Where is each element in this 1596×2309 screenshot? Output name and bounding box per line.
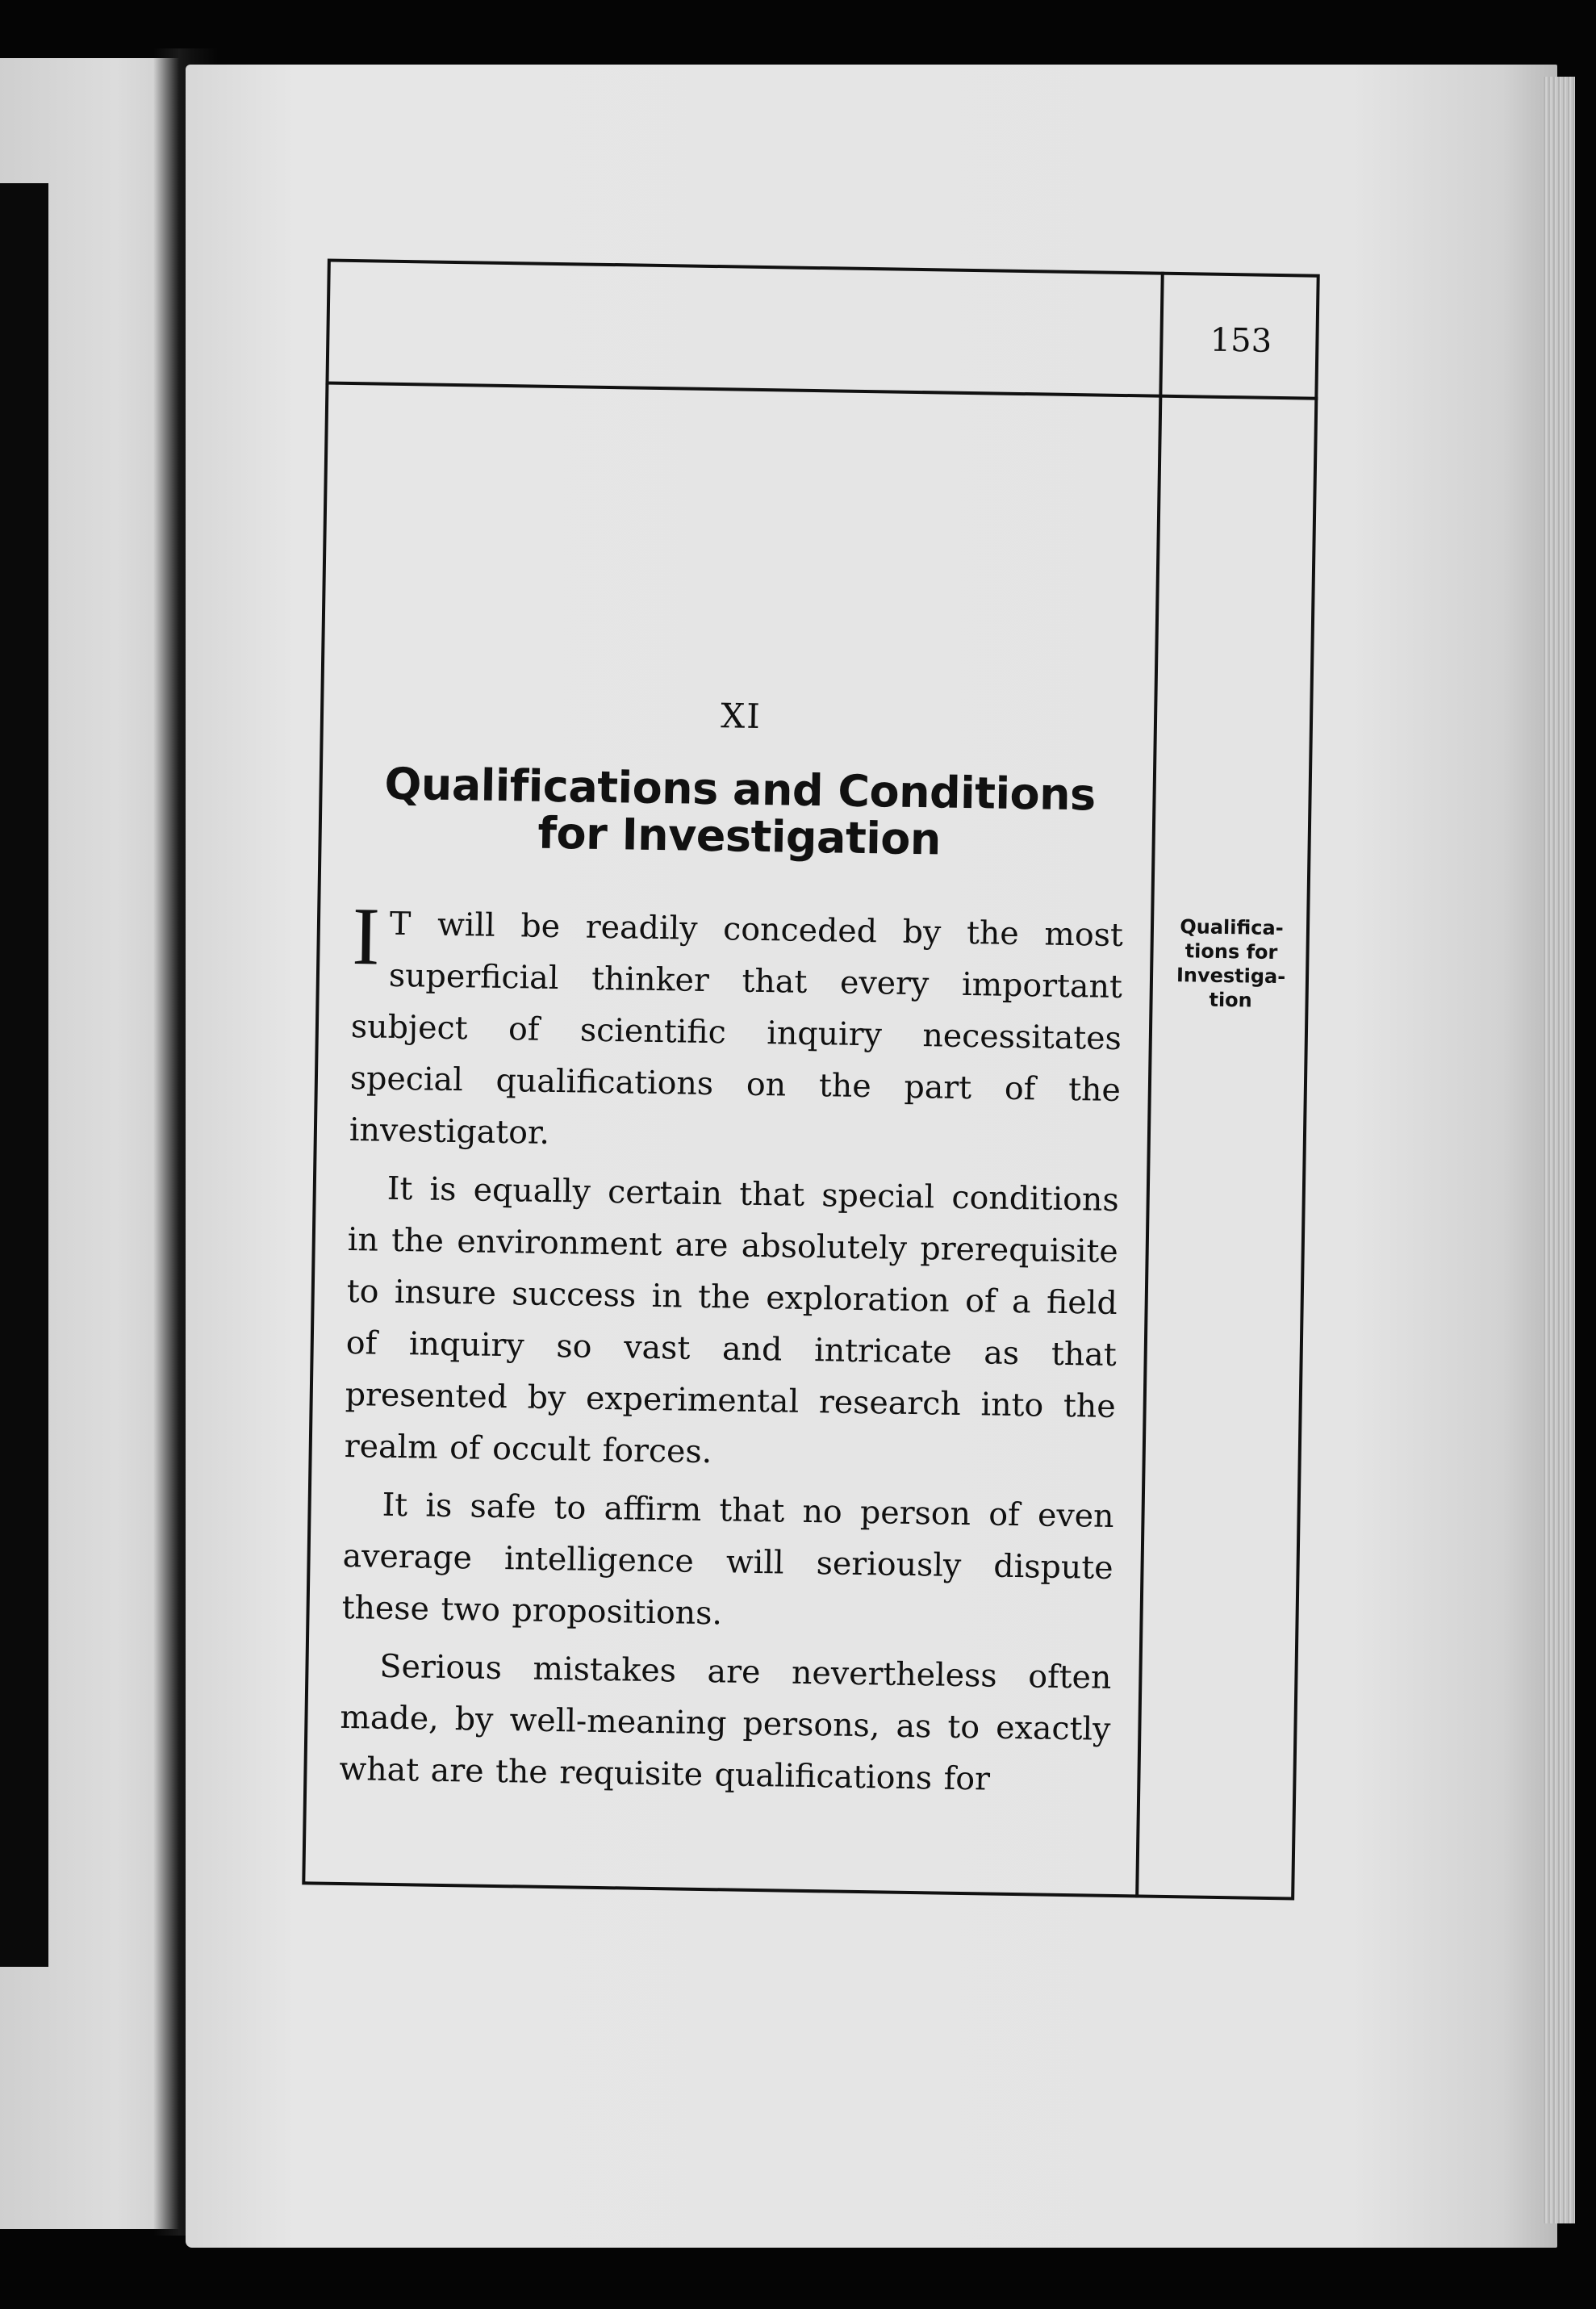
text-column [305, 385, 1159, 1895]
drop-cap: I [351, 891, 381, 983]
first-word-rest: T [389, 905, 412, 943]
paragraph: Serious mistakes are nevertheless often made, by well-meaning persons, as to exactly what are the requisite qualifications for [339, 1647, 1112, 1798]
margin-column [1139, 398, 1318, 1897]
paragraph: It is equally certain that special conditions in the environment are absolutely prerequisite to insure success in the exploration of a field of inquiry so vast and intricate as that presented by experimental research into the realm of occult forces. [344, 1169, 1120, 1471]
ruled-text-frame [302, 258, 1319, 1900]
paragraph [349, 891, 1124, 1168]
page-stack-edge [1543, 77, 1575, 2223]
facing-page-shadow [0, 183, 48, 1967]
paragraph: It is safe to affirm that no person of even average intelligence will seriously dispute these two propositions. [341, 1486, 1114, 1633]
chapter-body [339, 891, 1124, 1807]
margin-note: Qualifica- tions for Investiga- tion [1176, 915, 1286, 1012]
chapter-number: XI [720, 696, 762, 736]
paragraph-text: will be readily conceded by the most superficial thinker that every important subject of scientific inquiry necessitates special qualifications on the part of the investigator. [349, 906, 1124, 1152]
chapter-title: Qualifications and Conditions for Investigation [384, 758, 1097, 865]
page-number: 153 [1210, 321, 1272, 360]
